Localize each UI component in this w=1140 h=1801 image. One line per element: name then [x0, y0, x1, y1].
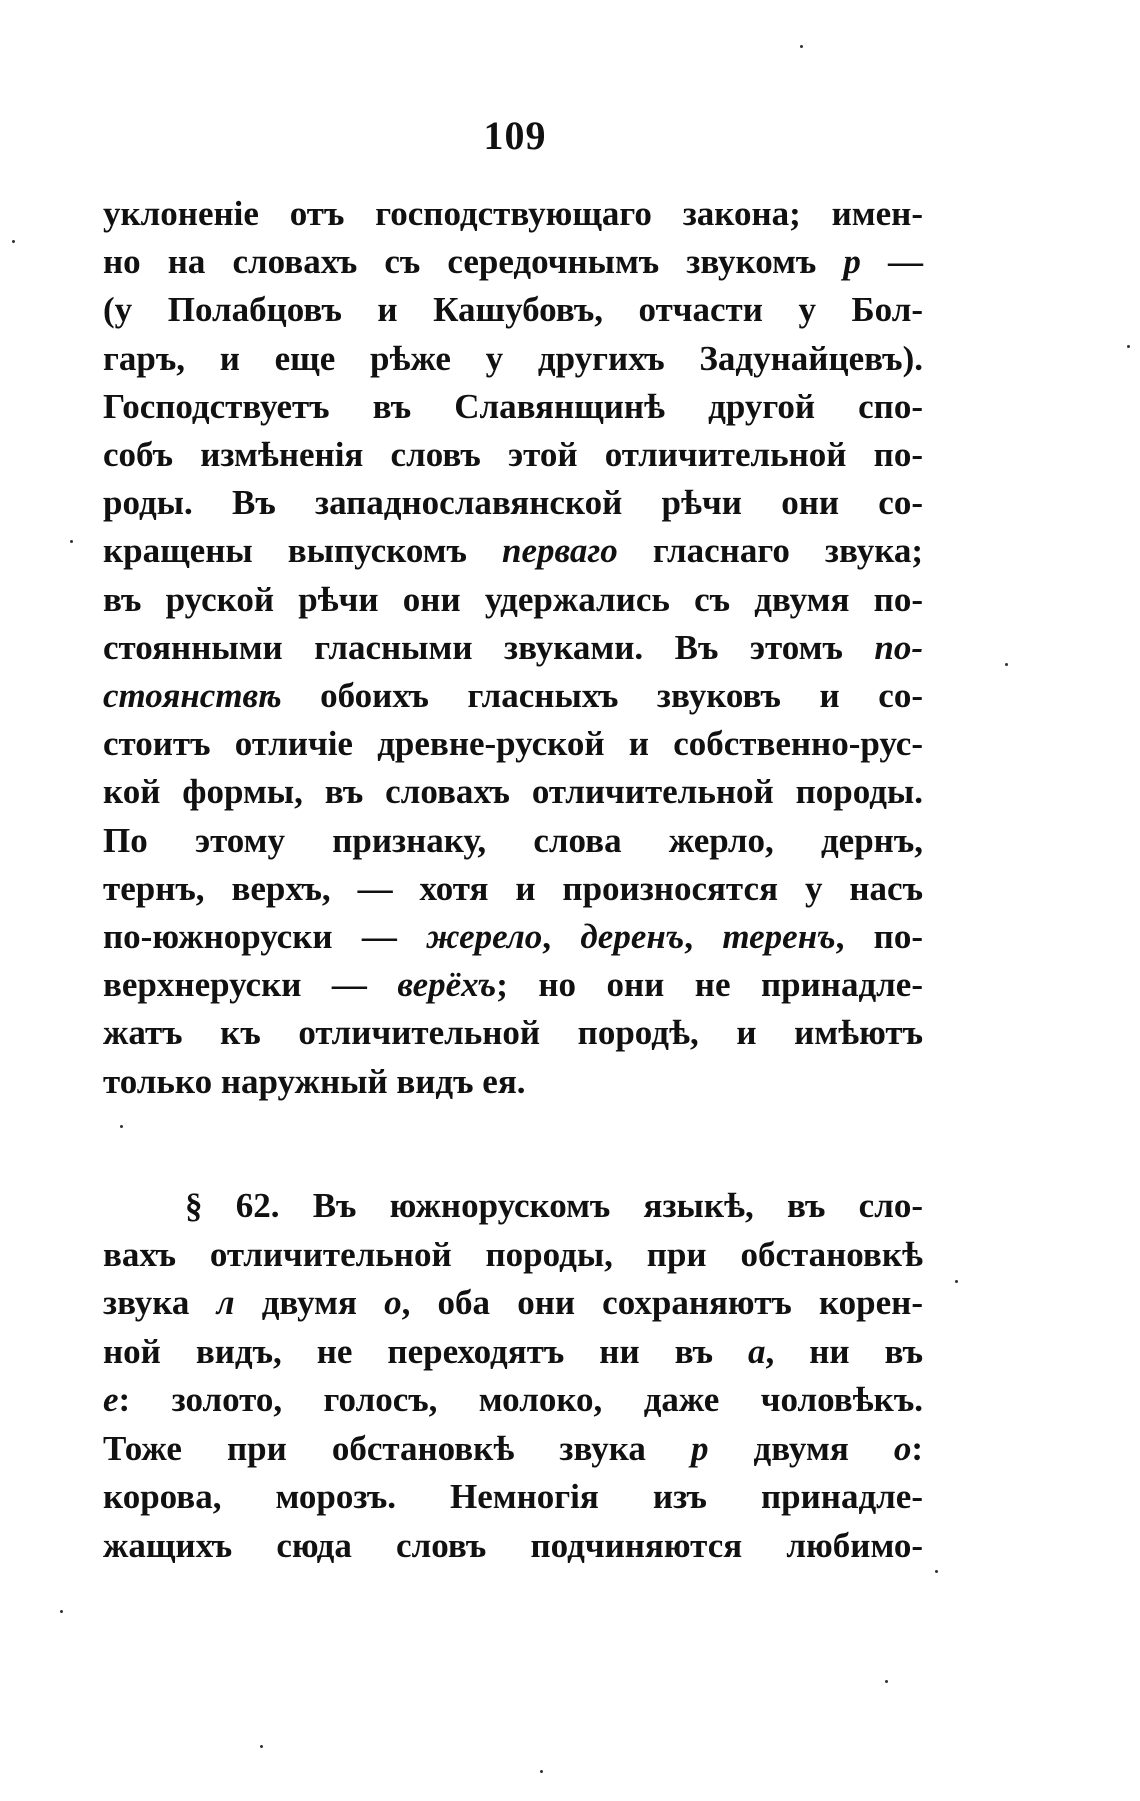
text-span: звука — [103, 1283, 217, 1322]
text-span: , — [684, 917, 723, 956]
text-span: кой формы, въ словахъ отличительной породы. — [103, 772, 923, 812]
text-line — [103, 914, 923, 960]
text-span: только наружный видъ ея. — [103, 1061, 526, 1101]
text-span: въ руской рѣчи они удержались съ двумя по- — [103, 579, 923, 619]
text-line — [103, 818, 923, 864]
italic-text: е — [103, 1380, 119, 1419]
text-span: роды. Въ западнославянской рѣчи они со- — [103, 483, 923, 523]
italic-text: по- — [874, 627, 923, 667]
text-line — [103, 432, 923, 478]
italic-text: деренъ — [580, 917, 685, 956]
text-span: , по- — [835, 917, 923, 956]
text-line — [103, 625, 923, 671]
text-span: § 62. Въ южнорускомъ языкѣ, въ сло- — [185, 1186, 923, 1225]
text-line — [103, 962, 923, 1008]
text-span: : — [911, 1428, 923, 1468]
speck — [1005, 663, 1008, 666]
text-span: вахъ отличительной породы, при обстановкѣ — [103, 1234, 923, 1274]
text-line — [103, 1059, 923, 1105]
text-line — [103, 287, 923, 333]
text-line — [103, 673, 923, 719]
text-span: Господствуетъ въ Славянщинѣ другой спо- — [103, 386, 923, 426]
text-span: собъ измѣненія словъ этой отличительной по- — [103, 435, 923, 474]
italic-text: перваго — [501, 531, 618, 571]
italic-text: р — [690, 1428, 709, 1468]
text-line — [103, 1010, 923, 1056]
italic-text: стоянствѣ — [103, 676, 282, 715]
text-line — [103, 1377, 923, 1423]
text-span: ной видъ, не переходятъ ни въ — [103, 1331, 749, 1371]
text-span: — — [860, 242, 923, 282]
text-line — [103, 336, 923, 382]
text-span: гаръ, и еще рѣже у другихъ Задунайцевъ). — [103, 338, 923, 378]
italic-text: р — [843, 242, 861, 282]
text-line — [103, 528, 923, 574]
text-span: тернъ, верхъ, — хотя и произносятся у насъ — [103, 868, 923, 908]
text-span: , оба они сохраняютъ корен- — [401, 1283, 923, 1322]
text-span: , ни въ — [765, 1331, 923, 1371]
text-span: , — [542, 917, 581, 956]
text-span: двумя — [234, 1283, 385, 1322]
text-span: корова, морозъ. Немногія изъ принадле- — [103, 1477, 923, 1516]
speck — [120, 1125, 123, 1128]
speck — [60, 1610, 63, 1613]
speck — [935, 1570, 938, 1573]
text-line — [103, 866, 923, 912]
text-span: кращены выпускомъ — [103, 531, 502, 571]
italic-text: о — [384, 1283, 402, 1322]
text-span: верхнеруски — — [103, 965, 398, 1005]
speck — [12, 240, 15, 243]
speck — [540, 1770, 543, 1773]
text-line — [103, 577, 923, 623]
speck — [955, 1280, 958, 1283]
italic-text: л — [216, 1283, 235, 1322]
text-span: гласнаго звука; — [617, 531, 923, 571]
text-line — [103, 239, 923, 285]
text-span: уклоненіе отъ господствующаго закона; имен- — [103, 194, 923, 233]
text-span: : золото, голосъ, молоко, даже чоловѣкъ. — [118, 1380, 923, 1419]
text-line — [103, 1426, 923, 1472]
text-line — [103, 480, 923, 526]
text-line — [103, 1523, 923, 1569]
text-span: По этому признаку, слова жерло, дернъ, — [103, 820, 923, 860]
italic-text: верёхъ — [397, 965, 497, 1005]
italic-text: а — [748, 1331, 766, 1371]
speck — [885, 1680, 888, 1683]
text-span: по-южноруски — — [103, 917, 427, 956]
text-span: стоянными гласными звуками. Въ этомъ — [103, 627, 875, 667]
text-line — [103, 1183, 923, 1229]
text-span: обоихъ гласныхъ звуковъ и со- — [281, 676, 923, 715]
text-line — [103, 769, 923, 815]
text-line — [103, 384, 923, 430]
text-span: двумя — [708, 1428, 894, 1468]
text-line — [103, 191, 923, 237]
italic-text: теренъ — [722, 917, 836, 956]
text-span: но на словахъ съ середочнымъ звукомъ — [103, 242, 844, 282]
speck — [1127, 345, 1130, 348]
page-number: 109 — [483, 113, 547, 158]
text-line — [103, 1474, 923, 1520]
speck — [70, 540, 73, 543]
text-span: стоитъ отличіе древне-руской и собственно-рус- — [103, 724, 923, 764]
text-span: ; но они не принадле- — [496, 965, 923, 1005]
text-span: жащихъ сюда словъ подчиняются любимо- — [103, 1525, 923, 1565]
italic-text: о — [893, 1428, 912, 1468]
text-span: жатъ къ отличительной породѣ, и имѣютъ — [103, 1013, 923, 1053]
text-line — [103, 1232, 923, 1278]
speck — [800, 45, 803, 48]
text-span: Тоже при обстановкѣ звука — [103, 1428, 691, 1468]
text-line — [103, 1280, 923, 1326]
text-span: (у Полабцовъ и Кашубовъ, отчасти у Бол- — [103, 290, 923, 330]
text-line — [103, 1329, 923, 1375]
text-line — [103, 721, 923, 767]
speck — [260, 1745, 263, 1748]
italic-text: жерело — [426, 917, 543, 956]
